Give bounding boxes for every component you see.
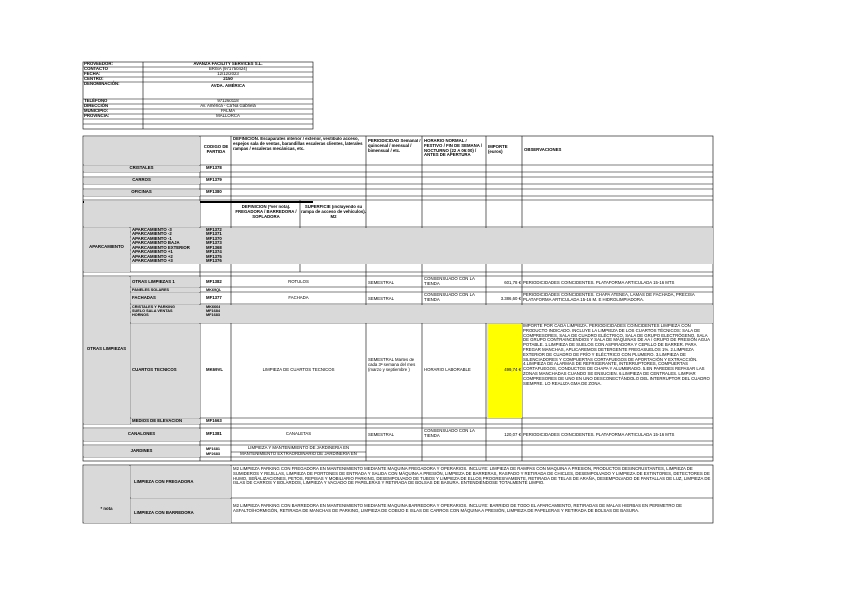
fachadas-obs: PERIODICIDADES COINCIDENTES. CHAPA ATENEA, LAMAS DE FACHADA, PRECISA PLATAFORMA ARTICULADA 15-16 M. E HIDROLIMPIADORA. [523, 293, 695, 302]
cuartos-code: MK69VL [206, 368, 223, 372]
denominacion-label: DENOMINACIÓN: [84, 81, 120, 86]
canalones-def: CANALETAS [285, 432, 312, 436]
cuartos-importe: 499,74 € [504, 368, 521, 372]
limp1-def: RÓTULOS [288, 280, 309, 284]
fachadas-horario: CONSENSUADO CON LA TIENDA [424, 293, 475, 302]
limp1-label: OTRAS LIMPIEZAS 1 [132, 280, 175, 284]
aparc-item-label: APARCAMIENTO -3 [132, 227, 172, 232]
jardines-code2: MF2683 [206, 452, 220, 456]
aparc-item-code: MF1368 [206, 245, 222, 250]
aparc-header-superficie: SUPERFICIE (incluyendo su rampa de acceso de vehículos). M2 [301, 205, 366, 219]
cristales-code: MF1378 [206, 166, 222, 170]
cuartos-obs: IMPORTE POR CADA LIMPIEZA. PERIODICIDADES COINCIDENTES LIMPIEZA CON PRODUCTO INDICADO. INCLUYE LA LIMPIEZA DE LOS CUARTOS TÉCNICOS: SALA DE COMPRESORES, SALA DE CUADRO ELÉCTRICO, SALA DE GRUPO ELECTRÓGENO, SALA DE GRUPO CONTRAINCENDIOS Y SALA DE MÁQUINAS DE AA / GRUPO DE PRESIÓN AGUA POTABLE. 1.LIMPIEZA DE SUELOS CON ASPIRADORA Y CEPILLO DE BARRER. PARA FREGAR MANCHAS, APLICAREMOS DETERGENTE FREGASUELOS 1%. 2.LIMPIEZA EXTERIOR DE CUADRO DE FRÍO Y ELÉCTRICO CON PLUMERO. 3.LIMPIEZA DE SILENCIADORES Y COMPUERTAS CORTAFUEGOS DE APORTACIÓN Y EXTRACCIÓN. 4.LIMPIEZA DE ALARMAS DE REFRIGERANTE, INTERRUPTORES, COMPUERTAS CORTAFUEGOS, CONDUCTOS DE CHAPA Y ALUMBRADO. 5.EN PAREDES REPASAR LAS ZONAS MANCHADAS CUANDO SE ENSUCIEN. 6.LIMPIEZA DE CENTRALES. LIMPIAR COMPRESORES DE UNO EN UNO DESCONECTÁNDOLO DEL INTERRUPTOR DEL CUADRO SIEMPRE. LO REALIZA GMA DE ZONA. [523, 324, 710, 386]
fachadas-label: FACHADAS [132, 296, 156, 300]
oficinas-label: OFICINAS [131, 190, 152, 194]
aparc-item-code: MF1376 [206, 259, 222, 263]
aparc-header-empty [84, 201, 200, 227]
fecha-value: 12/12/2023 [217, 71, 239, 76]
fachadas-importe: 3.386,60 € [500, 297, 521, 301]
otras-group-label: OTRAS LIMPIEZAS [86, 347, 127, 351]
aparc-item-label: APARCAMIENTO EXTERIOR [132, 245, 190, 250]
aparc-item-code: MF1374 [206, 250, 222, 254]
paneles-label: PANELES SOLARES [132, 287, 170, 292]
fachadas-period: SEMESTRAL [368, 297, 395, 301]
limp1-importe: 601,78 € [504, 281, 521, 285]
suelo-label: SUELO SALA VENTAS [132, 308, 173, 313]
contacto-label: CONTACTO [84, 66, 108, 71]
hornos-code: MF1683 [206, 312, 220, 317]
centro-label: CENTRO: [84, 76, 104, 81]
fachadas-def: FACHADA [288, 296, 309, 300]
limp1-code: MF1382 [206, 280, 222, 284]
denominacion-value: AVDA. AMÉRICA [210, 83, 246, 88]
barredora-text: M2 LIMPIEZA PARKING CON BARREDORA EN MANTENIMIENTO MEDIANTE MÁQUINA BARREDORA Y OPERARIOS. INCLUYE: BARRIDO DE TODO EL APARCAMIENTO, RETIRADAS DE MALAS HIERBAS EN PERÍMETRO DE ASFALTO/HORMIGÓN, RETIRADA DE MANCHAS DE PARKING, LIMPIEZA DE COBIJO E ISLAS DE CARROS CON MÁQUINA A PRESIÓN, LIMPIEZA DE PAPELERAS Y RETIRADA DE BOLSAS DE BASURA. [233, 504, 683, 513]
header-horario: HORARIO NORMAL / FESTIVO / FIN DE SEMANA / NOCTURNO (22 A 06:00) / ANTES DE APERTURA [424, 139, 483, 158]
canalones-obs: PERIODICIDADES COINCIDENTES. PLATAFORMA ARTICULADA 15-16 MTS [523, 433, 675, 437]
cuartos-label: CUARTOS TÉCNICOS [132, 368, 177, 372]
hornos-label: HORNOS [132, 312, 149, 317]
proveedor-label: PROVEEDOR: [84, 61, 113, 66]
aparc-item-code: MF1373 [206, 241, 222, 245]
provincia-value: MALLORCA [216, 113, 240, 118]
aparcamiento-group-label: APARCAMIENTO [89, 245, 124, 249]
aparc-item-label: APARCAMIENTO -2 [132, 232, 172, 236]
aparc-item-label: APARCAMIENTO +3 [132, 259, 173, 263]
jardines-def1: LIMPIEZA Y MANTENIMIENTO DE JARDINERÍA EN [247, 446, 350, 450]
nota-label-bg [84, 466, 130, 523]
telefono-value: 971260118 [217, 98, 239, 103]
carros-label: CARROS [132, 178, 151, 182]
aparc-item-code: MF1372 [206, 227, 222, 232]
nota-label: * nota [100, 507, 113, 511]
jardines-code1: MF1681 [206, 446, 220, 451]
aparc-item-label: APARCAMIENTO -1 [132, 236, 172, 241]
limp1-period: SEMESTRAL [368, 281, 395, 285]
header-empty-cell [84, 137, 200, 165]
centro-value: 2150 [223, 76, 233, 81]
fregadora-label: LIMPIEZA CON FREGADORA [134, 480, 194, 484]
canalones-period: SEMESTRAL [368, 433, 395, 437]
provincia-label: PROVINCIA: [84, 113, 110, 118]
cristales-parking-label: CRISTALES Y PARKING [132, 304, 175, 309]
canalones-label: CANALONES [127, 432, 156, 436]
medios-code: MF1663 [206, 418, 222, 423]
telefono-label: TELÉFONO [84, 98, 108, 103]
medios-label: MEDIOS DE ELEVACIÓN [132, 418, 183, 423]
cuartos-period: SEMESTRAL Martes de cada 3ª semana del mes (marzo y septiembre ) [368, 358, 416, 372]
direccion-value: Av. América - Ca'Na Gabriela [200, 103, 256, 108]
header-importe: IMPORTE (euros) [488, 145, 508, 154]
canalones-importe: 120,07 € [504, 433, 521, 437]
fecha-label: FECHA: [84, 71, 101, 76]
paneles-code: MK69QL [206, 287, 222, 292]
aparc-item-label: APARCAMIENTO +2 [132, 254, 173, 259]
limp1-obs: PERIODICIDADES COINCIDENTES. PLATAFORMA ARTICULADA 15-16 MTS [523, 281, 675, 285]
aparc-item-label: APARCAMIENTO BAJA [132, 241, 180, 245]
contacto-value: BRISA (971750424) [208, 66, 248, 71]
direccion-label: DIRECCIÓN [84, 103, 109, 108]
aparc-item-label: APARCAMIENTO +1 [132, 250, 173, 254]
jardines-label: JARDINES [130, 449, 153, 453]
aparc-item-code: MF1375 [206, 254, 222, 259]
jardines-def2: MANTENIMIENTO EXTRAORDINARIO DE JARDINERÍA EN [240, 452, 357, 456]
aparc-item-code: MF1371 [206, 232, 222, 236]
cuartos-def: LIMPIEZA DE CUARTOS TÉCNICOS [262, 368, 335, 372]
fachadas-code: MF1377 [206, 296, 222, 300]
carros-code: MF1379 [206, 178, 222, 182]
municipio-value: PALMA [220, 108, 236, 113]
fregadora-text: M2 LIMPIEZA PARKING CON FREGADORA EN MANTENIMIENTO MEDIANTE MÁQUINA FREGADORA Y OPERARIOS. INCLUYE: LIMPIEZA DE RAMPAS CON MÁQUINA A PRESIÓN, PRODUCTOS DESINCRUSTANTES, LIMPIEZA DE SUMIDEROS Y REJILLAS, LIMPIEZA DE PORTONES DE ENTRADA Y SALIDA CON MÁQUINA A PRESIÓN, LIMPIEZA DE BARRERAS, RASPADO Y RETIRADA DE CHICLES, DESEMPOLVADO Y LIMPIEZA DE EXTINTORES, DETECTORES DE HUMO, SEÑALIZACIONES, PETOS, REPISAS Y MOBILIARIO PARKING, DESEMPOLVADO DE TUBOS Y LIMPIEZA DE ELLOS PROGRESIVAMENTE, RETIRADA DE TELAS DE ARAÑA, DESEMPOLVADO DE PANTALLAS DE LUZ, LIMPIEZA DE ISLAS DE CARROS Y BOLARDOS, LIMPIEZA Y VACIADO DE PAPELERAS Y RETIRADA DE BOLSAS DE BASURA. ENTENDIÉNDOSE TOTALMENTE LIMPIO. [233, 467, 711, 486]
header-codigo: CÓDIGO DE PARTIDA [203, 145, 229, 154]
limp1-horario: CONSENSUADO CON LA TIENDA [424, 277, 475, 286]
cristales-parking-code: MK6664 [206, 304, 221, 309]
header-periodicidad: PERIODICIDAD Semanal / quincenal / mensual / bimensual / etc. [368, 139, 421, 153]
cristales-label: CRISTALES [129, 166, 154, 170]
aparc-item-code: MF1370 [206, 236, 222, 241]
oficinas-code: MF1380 [206, 190, 222, 194]
header-definicion: DEFINICIÓN. Escaparates interior / exterior, vestíbulo acceso, espejos sala de ventas, barandillas escaleras clientes, laterales rampas / escaleras mecánicas, etc. [233, 137, 363, 151]
suelo-code: MF1684 [206, 308, 220, 313]
canalones-code: MF1381 [206, 432, 222, 436]
municipio-label: MUNICIPIO: [84, 108, 109, 113]
proveedor-value: AVANZA FACILITY SERVICES S.L. [193, 61, 263, 66]
canalones-horario: CONSENSUADO CON LA TIENDA [424, 429, 475, 438]
header-observaciones: OBSERVACIONES [524, 148, 562, 152]
aparc-header-definicion: DEFINICIÓN (*ver nota). FREGADORA / BARREDORA / SOPLADORA [235, 205, 297, 219]
cuartos-horario: HORARIO LABORABLE [424, 368, 471, 372]
barredora-label: LIMPIEZA CON BARREDORA [134, 511, 194, 515]
